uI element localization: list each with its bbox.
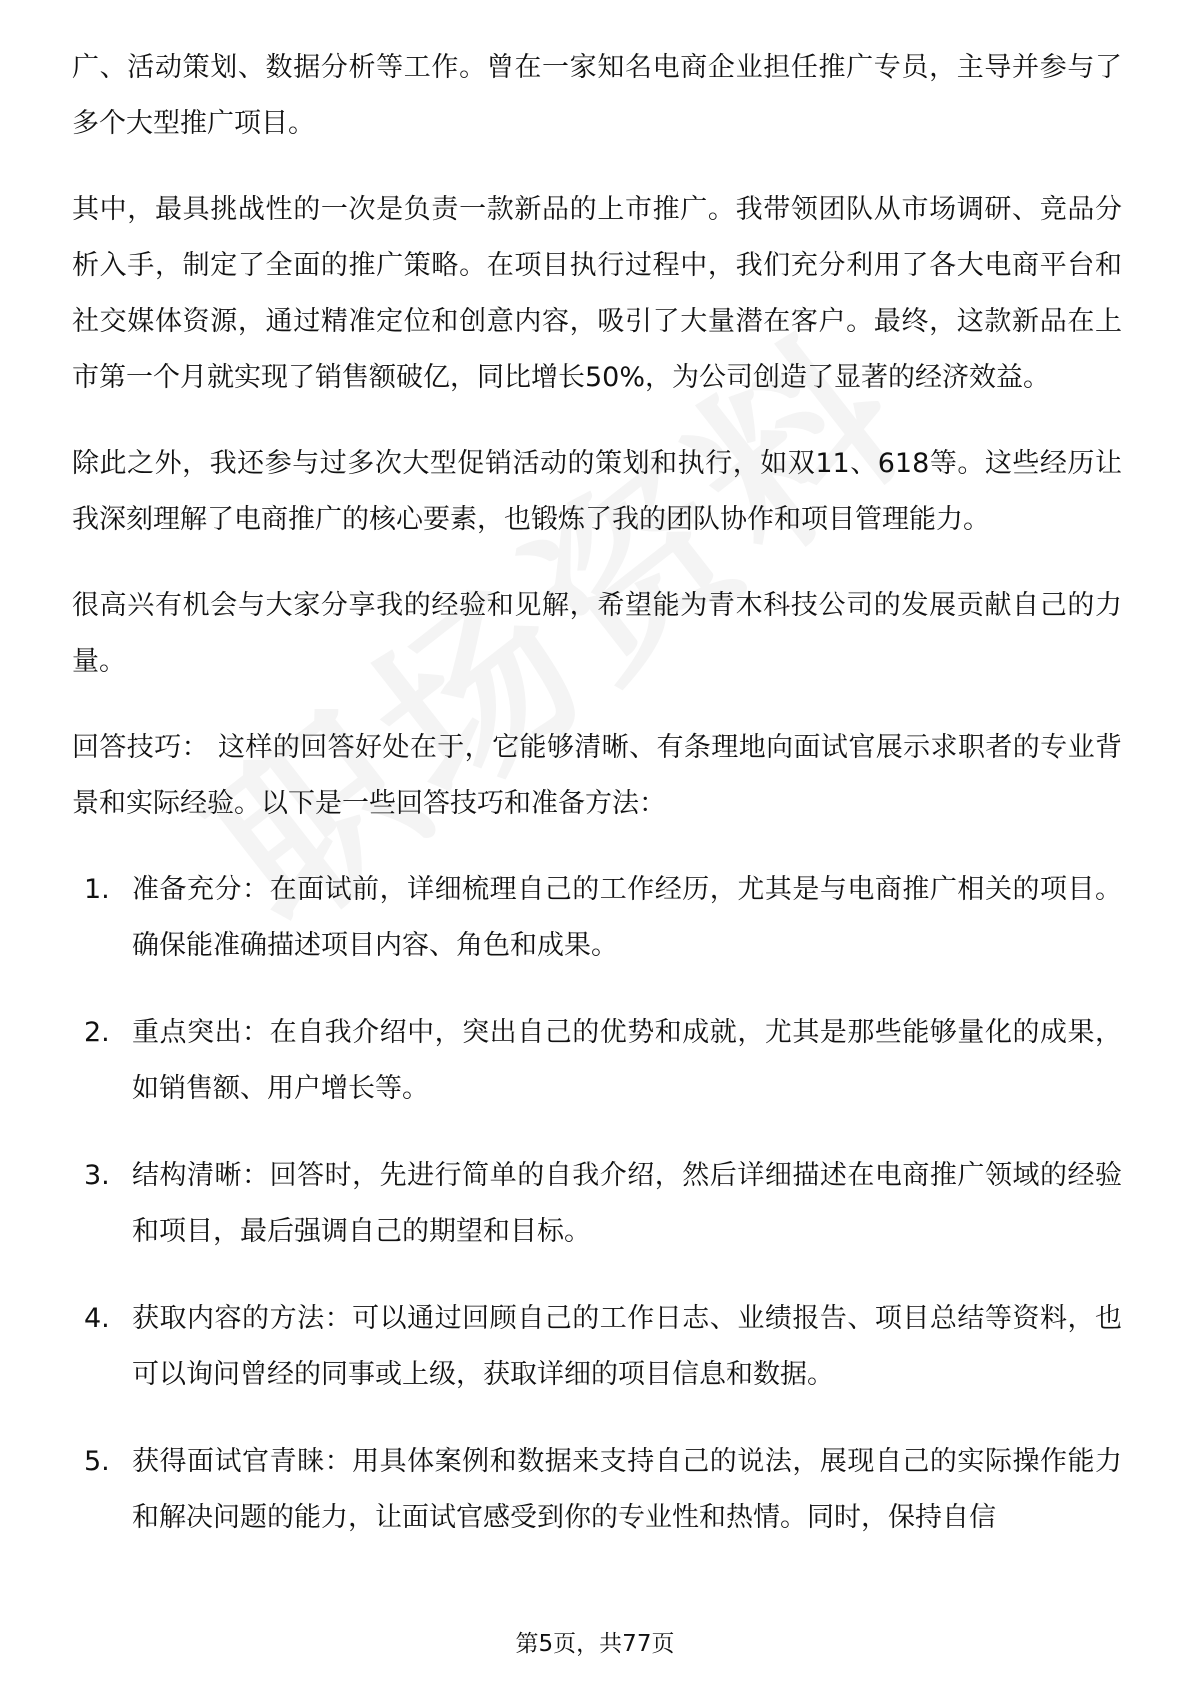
list-item (72, 1005, 1122, 1117)
paragraph: 广、活动策划、数据分析等工作。曾在一家知名电商企业担任推广专员，主导并参与了多个大型推广项目。 (72, 52, 1122, 139)
list-item (72, 862, 1122, 974)
list-item (72, 1291, 1122, 1403)
list-number: 5. (84, 1446, 110, 1477)
list-text: 重点突出：在自我介绍中，突出自己的优势和成就，尤其是那些能够量化的成果，如销售额、用户增长等。 (132, 1017, 1122, 1104)
list-number: 3. (84, 1160, 110, 1191)
answer-tips-paragraph: 回答技巧： 这样的回答好处在于，它能够清晰、有条理地向面试官展示求职者的专业背景和实际经验。以下是一些回答技巧和准备方法： (72, 732, 1122, 819)
list-number: 4. (84, 1303, 110, 1334)
document-body (72, 40, 1122, 1577)
list-text: 结构清晰：回答时，先进行简单的自我介绍，然后详细描述在电商推广领域的经验和项目，最后强调自己的期望和目标。 (132, 1160, 1122, 1247)
list-number: 2. (84, 1017, 110, 1048)
list-text: 准备充分：在面试前，详细梳理自己的工作经历，尤其是与电商推广相关的项目。确保能准确描述项目内容、角色和成果。 (132, 874, 1122, 961)
paragraph: 其中，最具挑战性的一次是负责一款新品的上市推广。我带领团队从市场调研、竞品分析入手，制定了全面的推广策略。在项目执行过程中，我们充分利用了各大电商平台和社交媒体资源，通过精准定位和创意内容，吸引了大量潜在客户。最终，这款新品在上市第一个月就实现了销售额破亿，同比增长50%，为公司创造了显著的经济效益。 (72, 194, 1122, 393)
list-text: 获取内容的方法：可以通过回顾自己的工作日志、业绩报告、项目总结等资料，也可以询问曾经的同事或上级，获取详细的项目信息和数据。 (132, 1303, 1122, 1390)
page-number-footer: 第5页，共77页 (515, 1631, 675, 1657)
tips-list (72, 862, 1122, 1546)
paragraph: 除此之外，我还参与过多次大型促销活动的策划和执行，如双11、618等。这些经历让我深刻理解了电商推广的核心要素，也锻炼了我的团队协作和项目管理能力。 (72, 448, 1122, 535)
list-number: 1. (84, 874, 110, 905)
list-text: 获得面试官青睐：用具体案例和数据来支持自己的说法，展现自己的实际操作能力和解决问题的能力，让面试官感受到你的专业性和热情。同时，保持自信 (132, 1446, 1122, 1533)
paragraph: 很高兴有机会与大家分享我的经验和见解，希望能为青木科技公司的发展贡献自己的力量。 (72, 590, 1122, 677)
list-item (72, 1148, 1122, 1260)
list-item (72, 1434, 1122, 1546)
